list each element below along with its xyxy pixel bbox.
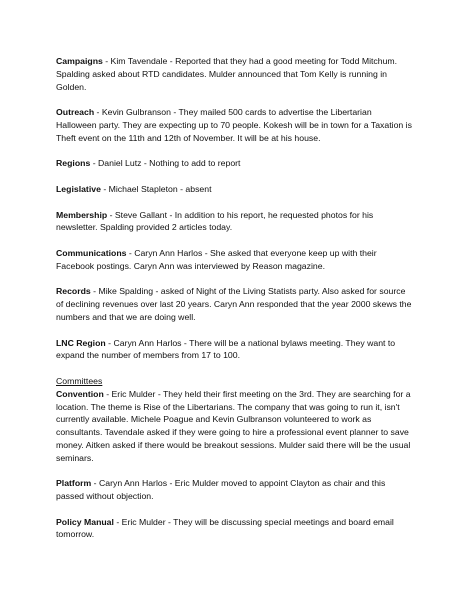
section-text: - Michael Stapleton - absent [100,183,212,194]
section-heading: Outreach [56,107,95,118]
section-heading: Communications [56,247,127,258]
section-lnc-region [56,337,413,363]
section-records [56,285,413,323]
committee-heading: Platform [56,478,92,489]
section-heading: Membership [56,209,108,220]
section-outreach [56,106,413,144]
section-legislative [56,183,413,196]
committee-text: - Eric Mulder - They will be discussing special meetings and board email tomorrow. [56,516,394,540]
section-regions [56,157,413,170]
section-text: - Daniel Lutz - Nothing to add to report [90,158,241,169]
section-heading: Regions [56,158,91,169]
committee-platform [56,477,413,503]
committee-heading: Convention [56,388,104,399]
section-membership [56,209,413,235]
committee-heading: Policy Manual [56,516,114,527]
committee-convention [56,388,413,465]
committee-text: - Caryn Ann Harlos - Eric Mulder moved to appoint Clayton as chair and this passed without objection. [56,478,386,502]
committee-policy-manual [56,516,413,542]
section-heading: Records [56,286,91,297]
section-text: - Caryn Ann Harlos - She asked that everyone keep up with their Facebook postings. Caryn Ann was interviewed by Reason magazine. [56,247,377,271]
section-heading: Campaigns [56,56,103,66]
section-text: - Kim Tavendale - Reported that they had a good meeting for Todd Mitchum. Spalding asked about RTD candidates. Mulder announced that Tom Kelly is running in Golden. [56,56,398,92]
section-text: - Steve Gallant - In addition to his report, he requested photos for his newsletter. Spalding provided 2 articles today. [56,209,374,233]
section-heading: Legislative [56,183,101,194]
section-heading: LNC Region [56,337,106,348]
committee-text: - Eric Mulder - They held their first meeting on the 3rd. They are searching for a location. The theme is Rise of the Libertarians. The company that was going to run it, isn't currently available. Michele Poague and Kevin Gulbranson volunteered to work as consultants. Tavendale asked if they were going to hire a professional event planner to save money. Aitken asked if there would be breakout sessions. Mulder said there will be the usual seminars. [56,388,411,463]
section-campaigns [56,55,413,93]
section-text: - Kevin Gulbranson - They mailed 500 cards to advertise the Libertarian Halloween party. They are expecting up to 70 people. Kokesh will be in town for a Taxation is Theft event on the 11th and 12th of November. It will be at his house. [56,107,412,143]
section-text: - Caryn Ann Harlos - There will be a national bylaws meeting. They want to expand the number of members from 17 to 100. [56,337,396,361]
committees-label: Committees [56,375,103,386]
section-text: - Mike Spalding - asked of Night of the Living Statists party. Also asked for source of declining revenues over last 20 years. Caryn Ann responded that the year 2000 skews the numbers and that we are doing well. [56,286,412,322]
section-communications [56,247,413,273]
